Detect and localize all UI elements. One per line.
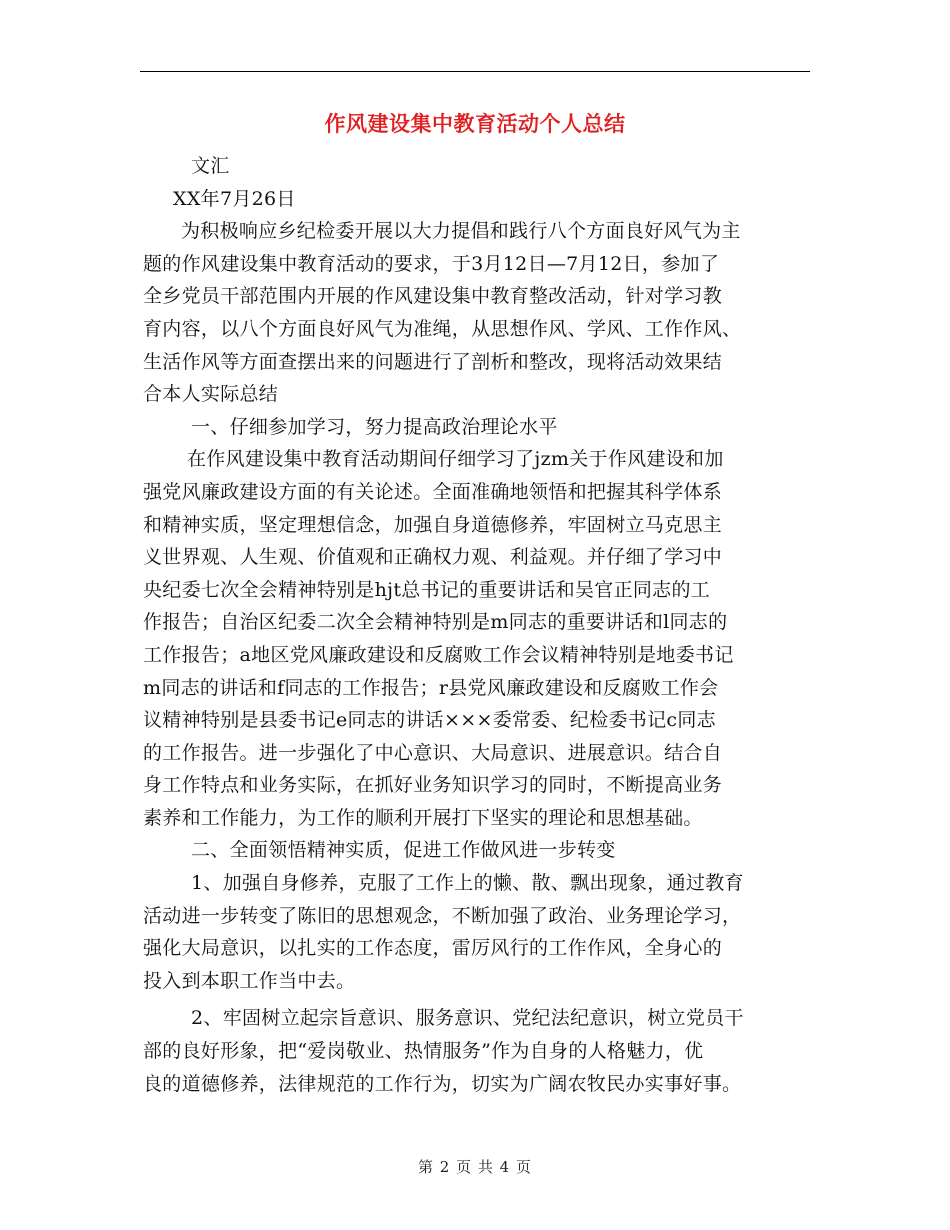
document-title: 作风建设集中教育活动个人总结 [324, 112, 626, 136]
paragraph-line: 义世界观、人生观、价值观和正确权力观、利益观。并仔细了学习中 [143, 546, 723, 569]
paragraph-line: 强党风廉政建设方面的有关论述。全面准确地领悟和把握其科学体系 [143, 480, 723, 503]
paragraph-line: m同志的讲话和f同志的工作报告；r县党风廉政建设和反腐败工作会 [143, 676, 719, 699]
paragraph-line: 2、牢固树立起宗旨意识、服务意识、党纪法纪意识，树立党员干 [191, 1007, 744, 1030]
paragraph-line: 1、加强自身修养，克服了工作上的懒、散、飘出现象，通过教育 [191, 872, 744, 895]
paragraph-line: 良的道德修养，法律规范的工作行为，切实为广阔农牧民办实事好事。 [143, 1072, 742, 1095]
date-line: XX年7月26日 [173, 187, 296, 210]
author-line: 文汇 [191, 155, 230, 177]
paragraph-line: 投入到本职工作当中去。 [143, 969, 356, 992]
paragraph-line: 全乡党员干部范围内开展的作风建设集中教育整改活动，针对学习教 [143, 285, 723, 308]
paragraph-line: 题的作风建设集中教育活动的要求，于3月12日—7月12日，参加了 [143, 252, 720, 275]
paragraph-line: 的工作报告。进一步强化了中心意识、大局意识、进展意识。结合自 [143, 741, 723, 764]
paragraph-line: 合本人实际总结 [143, 383, 279, 406]
page-number: 第 2 页 共 4 页 [418, 1158, 532, 1176]
paragraph-line: 和精神实质，坚定理想信念，加强自身道德修养，牢固树立马克思主 [143, 513, 723, 536]
paragraph-line: 部的良好形象，把“爱岗敬业、热情服务”作为自身的人格魅力，优 [143, 1040, 704, 1063]
section-heading: 一、仔细参加学习，努力提高政治理论水平 [191, 415, 558, 438]
paragraph-line: 强化大局意识，以扎实的工作态度，雷厉风行的工作作风，全身心的 [143, 937, 723, 960]
paragraph-line: 身工作特点和业务实际，在抓好业务知识学习的同时，不断提高业务 [143, 774, 723, 797]
paragraph-line: 在作风建设集中教育活动期间仔细学习了jzm关于作风建设和加 [187, 448, 724, 471]
section-heading: 二、全面领悟精神实质，促进工作做风进一步转变 [191, 839, 616, 862]
paragraph-line: 议精神特别是县委书记e同志的讲话×××委常委、纪检委书记c同志 [143, 709, 716, 732]
paragraph-line: 为积极响应乡纪检委开展以大力提倡和践行八个方面良好风气为主 [181, 220, 741, 243]
paragraph-line: 素养和工作能力，为工作的顺利开展打下坚实的理论和思想基础。 [143, 806, 703, 829]
paragraph-line: 活动进一步转变了陈旧的思想观念，不断加强了政治、业务理论学习， [143, 904, 742, 927]
paragraph-line: 作报告；自治区纪委二次全会精神特别是m同志的重要讲话和l同志的 [143, 611, 728, 634]
paragraph-line: 育内容，以八个方面良好风气为准绳，从思想作风、学风、工作作风、 [143, 317, 742, 340]
header-rule [140, 71, 810, 72]
paragraph-line: 工作报告；a地区党风廉政建设和反腐败工作会议精神特别是地委书记 [143, 643, 734, 666]
paragraph-line: 央纪委七次全会精神特别是hjt总书记的重要讲话和吴官正同志的工 [143, 578, 711, 601]
paragraph-line: 生活作风等方面查摆出来的问题进行了剖析和整改，现将活动效果结 [143, 350, 723, 373]
document-body [143, 150, 807, 1100]
